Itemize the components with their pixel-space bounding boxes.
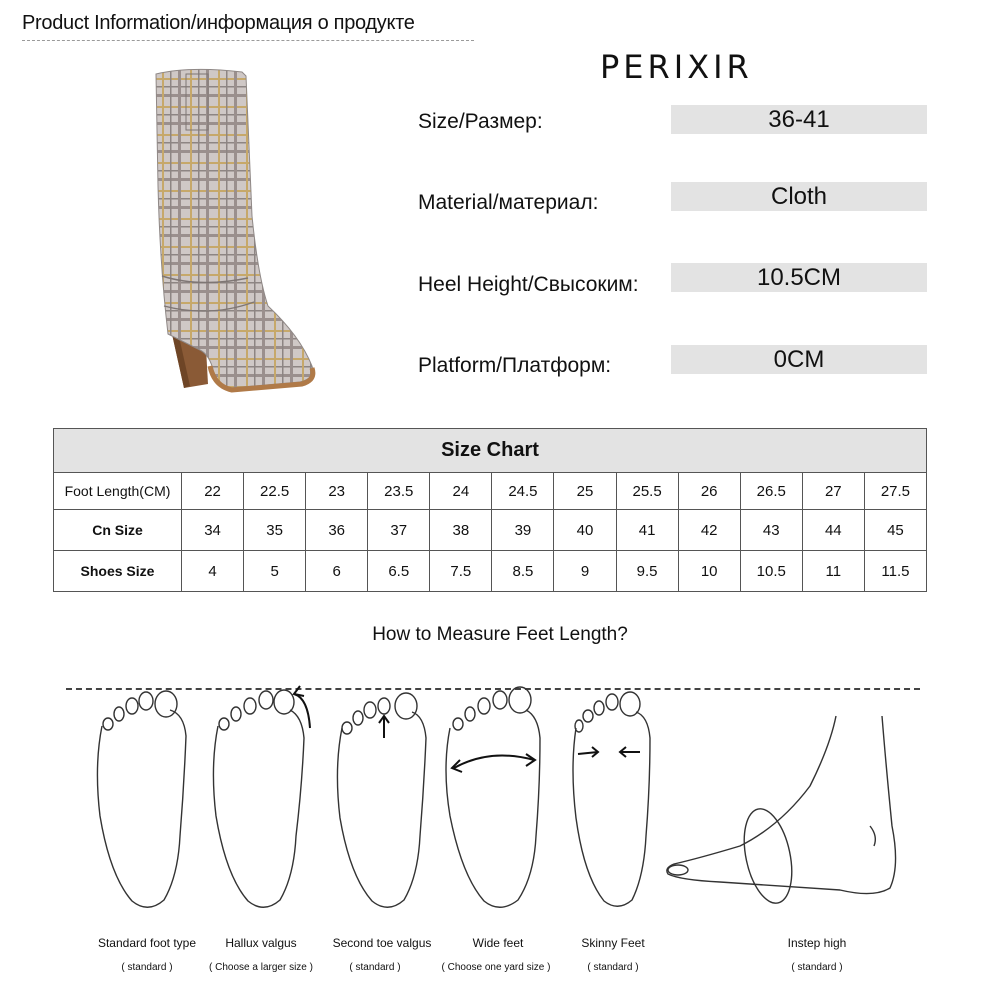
- table-cell: 6: [306, 551, 368, 592]
- foot-type-note: ( standard ): [791, 962, 843, 973]
- table-cell: 25.5: [616, 473, 678, 510]
- foot-type-note: ( Choose one yard size ): [441, 962, 551, 973]
- spec-platform-value: 0CM: [671, 345, 927, 374]
- foot-type-note: ( standard ): [121, 962, 173, 973]
- foot-type-name: Wide feet: [472, 936, 524, 950]
- foot-type-name: Second toe valgus: [332, 936, 432, 950]
- table-cell: 25: [554, 473, 616, 510]
- foot-type-name: Instep high: [787, 936, 847, 950]
- table-cell: 43: [740, 510, 802, 551]
- standard-foot-illustration: [88, 676, 198, 921]
- table-cell: 40: [554, 510, 616, 551]
- table-cell: 22: [182, 473, 244, 510]
- second-toe-valgus-foot-illustration: [328, 676, 438, 921]
- size-chart-title: Size Chart: [54, 429, 927, 473]
- table-cell: 42: [678, 510, 740, 551]
- table-cell: 27.5: [864, 473, 926, 510]
- table-cell: 27: [802, 473, 864, 510]
- table-cell: 5: [244, 551, 306, 592]
- table-cell: 23.5: [368, 473, 430, 510]
- spec-heel-height-value: 10.5CM: [671, 263, 927, 292]
- spec-material-value: Cloth: [671, 182, 927, 211]
- table-cell: 24: [430, 473, 492, 510]
- table-cell: 45: [864, 510, 926, 551]
- table-row: [54, 551, 927, 592]
- brand-logo: PERIXIR: [600, 48, 753, 86]
- foot-type-name: Standard foot type: [97, 936, 197, 950]
- table-row: [54, 473, 927, 510]
- foot-type-note: ( Choose a larger size ): [209, 962, 313, 973]
- table-cell: 11.5: [864, 551, 926, 592]
- table-cell: 8.5: [492, 551, 554, 592]
- table-cell: 34: [182, 510, 244, 551]
- foot-type-name: Hallux valgus: [225, 936, 297, 950]
- table-cell: 41: [616, 510, 678, 551]
- table-cell: 22.5: [244, 473, 306, 510]
- table-cell: 9.5: [616, 551, 678, 592]
- table-cell: 44: [802, 510, 864, 551]
- table-cell: 6.5: [368, 551, 430, 592]
- table-cell: 38: [430, 510, 492, 551]
- table-cell: 39: [492, 510, 554, 551]
- header-divider: [22, 40, 474, 41]
- foot-type-name: Skinny Feet: [581, 936, 645, 950]
- table-cell: 11: [802, 551, 864, 592]
- foot-type-note: ( standard ): [349, 962, 401, 973]
- row-label: Foot Length(CM): [54, 473, 182, 510]
- table-cell: 35: [244, 510, 306, 551]
- header-title: Product Information/информация о продукте: [22, 12, 415, 34]
- table-cell: 10: [678, 551, 740, 592]
- skinny-foot-illustration: [560, 676, 670, 921]
- table-cell: 24.5: [492, 473, 554, 510]
- spec-material-label: Material/материал:: [418, 191, 599, 214]
- boot-product-image: [150, 66, 320, 406]
- row-label: Cn Size: [54, 510, 182, 551]
- table-row: [54, 510, 927, 551]
- table-cell: 23: [306, 473, 368, 510]
- table-cell: 37: [368, 510, 430, 551]
- spec-heel-height-label: Heel Height/Свысоким:: [418, 273, 639, 296]
- table-cell: 9: [554, 551, 616, 592]
- size-chart-table: [53, 428, 927, 592]
- measure-title: How to Measure Feet Length?: [372, 624, 628, 645]
- wide-foot-illustration: [440, 676, 550, 921]
- spec-size-value: 36-41: [671, 105, 927, 134]
- table-cell: 26: [678, 473, 740, 510]
- table-cell: 7.5: [430, 551, 492, 592]
- table-cell: 26.5: [740, 473, 802, 510]
- spec-platform-label: Platform/Платформ:: [418, 354, 612, 377]
- row-label: Shoes Size: [54, 551, 182, 592]
- spec-size-label: Size/Размер:: [418, 110, 543, 133]
- hallux-valgus-foot-illustration: [204, 676, 324, 921]
- foot-type-note: ( standard ): [587, 962, 639, 973]
- instep-high-foot-illustration: [660, 676, 910, 921]
- table-cell: 4: [182, 551, 244, 592]
- table-cell: 10.5: [740, 551, 802, 592]
- table-cell: 36: [306, 510, 368, 551]
